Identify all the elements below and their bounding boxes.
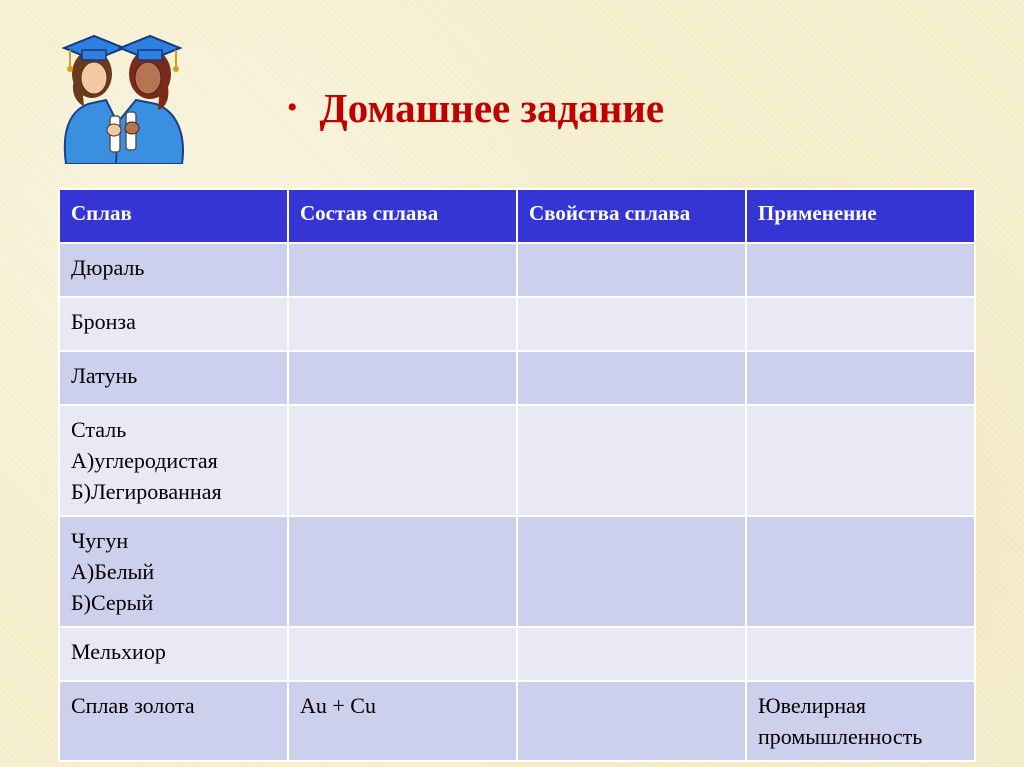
cell-composition: [288, 297, 517, 351]
cell-alloy: [59, 405, 288, 516]
cell-composition: [288, 405, 517, 516]
cell-text: Мельхиор: [71, 639, 166, 664]
cell-text: Ювелирная: [758, 693, 867, 718]
table-row: [59, 516, 975, 627]
cell-text: Сталь: [71, 417, 127, 442]
cell-composition: [288, 681, 517, 761]
table-row: [59, 243, 975, 297]
cell-text: Бронза: [71, 309, 136, 334]
cell-text: промышленность: [758, 724, 923, 749]
title-bullet: •: [287, 91, 298, 124]
slide-title-text: Домашнее задание: [319, 85, 665, 131]
homework-table: [58, 188, 976, 762]
cell-properties: [517, 405, 746, 516]
table-row: [59, 405, 975, 516]
header-composition: Состав сплава: [288, 189, 517, 243]
cell-properties: [517, 681, 746, 761]
cell-properties: [517, 516, 746, 627]
cell-application: [746, 351, 975, 405]
table-row: [59, 297, 975, 351]
cell-alloy: [59, 627, 288, 681]
cell-application: [746, 243, 975, 297]
table-body: [59, 243, 975, 761]
slide-title: [287, 78, 664, 138]
cell-text: Б)Серый: [71, 590, 154, 615]
cell-properties: [517, 243, 746, 297]
cell-composition: [288, 243, 517, 297]
table-row: [59, 681, 975, 761]
cell-application: [746, 681, 975, 761]
cell-application: [746, 297, 975, 351]
cell-alloy: [59, 681, 288, 761]
cell-text: А)углеродистая: [71, 448, 218, 473]
cell-composition: [288, 516, 517, 627]
cell-application: [746, 516, 975, 627]
table-header-row: [59, 189, 975, 243]
cell-alloy: [59, 516, 288, 627]
cell-text: А)Белый: [71, 559, 155, 584]
table-row: [59, 627, 975, 681]
cell-text: Au + Cu: [300, 693, 376, 718]
cell-application: [746, 405, 975, 516]
cell-properties: [517, 351, 746, 405]
graduates-clipart-icon: [58, 24, 193, 164]
cell-application: [746, 627, 975, 681]
cell-text: Латунь: [71, 363, 138, 388]
header-alloy: Сплав: [59, 189, 288, 243]
cell-alloy: [59, 351, 288, 405]
cell-properties: [517, 297, 746, 351]
cell-composition: [288, 627, 517, 681]
cell-properties: [517, 627, 746, 681]
cell-text: Б)Легированная: [71, 479, 222, 504]
header-properties: Свойства сплава: [517, 189, 746, 243]
cell-composition: [288, 351, 517, 405]
cell-text: Дюраль: [71, 255, 145, 280]
table-row: [59, 351, 975, 405]
cell-alloy: [59, 243, 288, 297]
cell-text: Чугун: [71, 528, 129, 553]
cell-text: Сплав золота: [71, 693, 195, 718]
header-application: Применение: [746, 189, 975, 243]
cell-alloy: [59, 297, 288, 351]
